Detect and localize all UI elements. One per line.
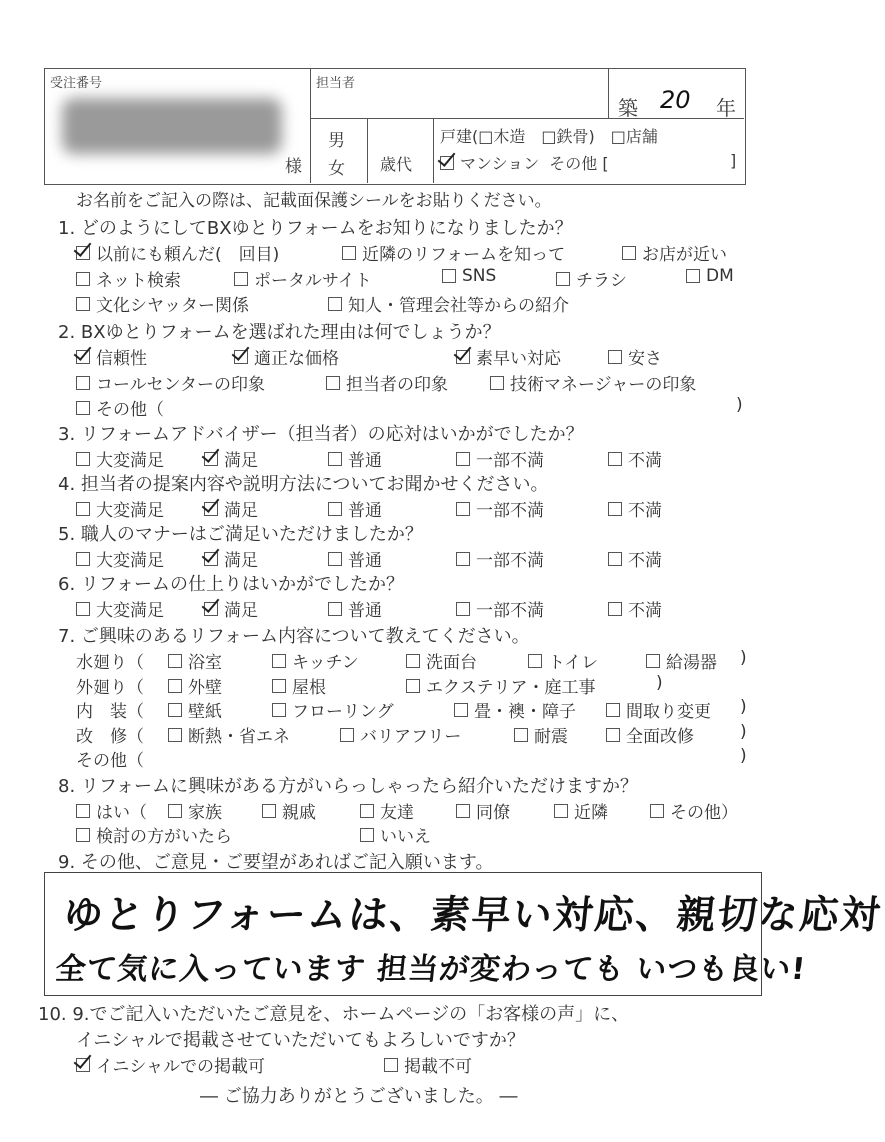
close-paren: ) [740, 697, 747, 717]
q8-row-yes [76, 798, 756, 822]
q5-option[interactable] [204, 546, 258, 571]
option-label: 不満 [628, 501, 662, 521]
option-label: 満足 [224, 601, 258, 621]
q1-row-3 [76, 291, 756, 315]
q2-option[interactable] [76, 344, 147, 369]
option-label: 友達 [380, 803, 414, 823]
checkbox[interactable] [76, 602, 90, 616]
checkbox[interactable] [234, 272, 248, 286]
q1-option[interactable] [76, 266, 181, 291]
q5-option[interactable] [456, 546, 544, 571]
checkbox[interactable] [606, 728, 620, 742]
option-label: 大変満足 [96, 451, 164, 471]
intro-text: お名前をご記入の際は、記載面保護シールをお貼りください。 [76, 191, 552, 211]
checkbox[interactable] [76, 828, 90, 842]
option-label: キッチン [292, 653, 359, 673]
option-label: フローリング [292, 702, 394, 722]
q2-option[interactable] [76, 395, 164, 420]
staff-label: 担当者 [316, 76, 356, 91]
option-label: チラシ [576, 271, 627, 291]
q6-option[interactable] [76, 596, 164, 621]
q6-option[interactable] [608, 596, 662, 621]
q1-option[interactable] [622, 240, 727, 265]
q3-option[interactable] [328, 446, 382, 471]
option-label: お店が近い [642, 245, 727, 265]
q2-option[interactable] [76, 370, 265, 395]
category-label: 水廻り（ [76, 653, 144, 673]
gender-male: 男 [328, 131, 345, 151]
checkbox[interactable] [456, 502, 470, 516]
house-type-line: 戸建(□木造 □鉄骨) □店舗 [440, 127, 658, 146]
option-label: 大変満足 [96, 601, 164, 621]
checkbox[interactable] [328, 502, 342, 516]
q7-option[interactable] [272, 697, 394, 722]
option-label: 外壁 [188, 678, 222, 698]
checkbox[interactable] [76, 804, 90, 818]
option-label: コールセンターの印象 [96, 375, 265, 395]
q5-options [76, 546, 756, 570]
thanks-message: ― ご協力ありがとうございました。 ― [200, 1086, 518, 1107]
q8-option[interactable] [168, 798, 222, 823]
option-label: 信頼性 [96, 349, 147, 369]
checkbox[interactable] [528, 654, 542, 668]
option-label: バリアフリー [360, 727, 462, 747]
checkbox[interactable] [406, 654, 420, 668]
close-paren: ) [740, 722, 747, 742]
q4-option[interactable] [608, 496, 662, 521]
building-age-prefix: 築 [618, 96, 638, 120]
checkbox[interactable] [168, 679, 182, 693]
checkbox[interactable] [342, 246, 356, 260]
checkbox[interactable] [360, 804, 374, 818]
option-label: 一部不満 [476, 601, 544, 621]
q7-row-interior [76, 697, 756, 721]
checkbox[interactable] [272, 654, 286, 668]
option-label: 浴室 [188, 653, 222, 673]
q9-title: 9. その他、ご意見・ご要望があればご記入願います。 [58, 852, 494, 873]
handwritten-comment-line-2: 全て気に入っています 担当が変わっても いつも良い! [53, 952, 808, 987]
option-label: 検討の方がいたら [96, 827, 232, 847]
option-label: 以前にも頼んだ( 回目) [96, 245, 280, 265]
option-label: 普通 [348, 501, 382, 521]
q8-option[interactable] [554, 798, 608, 823]
checkbox[interactable] [76, 272, 90, 286]
option-label: 一部不満 [476, 501, 544, 521]
q2-row-3 [76, 395, 756, 419]
option-label: 不満 [628, 601, 662, 621]
building-age-value: 20 [660, 86, 691, 114]
option-label: 担当者の印象 [346, 375, 448, 395]
q1-option[interactable] [342, 240, 565, 265]
option-label: トイレ [548, 653, 599, 673]
q1-option[interactable] [234, 266, 372, 291]
q7-option[interactable] [406, 648, 477, 673]
q5-option[interactable] [328, 546, 382, 571]
checkbox[interactable] [606, 703, 620, 717]
checkbox[interactable] [456, 602, 470, 616]
checkbox[interactable] [76, 350, 90, 364]
q4-option[interactable] [328, 496, 382, 521]
q6-option[interactable] [204, 596, 258, 621]
checkbox[interactable] [168, 654, 182, 668]
checkbox[interactable] [622, 246, 636, 260]
checkbox[interactable] [686, 269, 700, 283]
option-label: イニシャルでの掲載可 [96, 1057, 265, 1077]
honorific: 様 [285, 157, 302, 177]
option-label: 普通 [348, 601, 382, 621]
option-label: 不満 [628, 551, 662, 571]
option-label: 適正な価格 [254, 349, 339, 369]
option-label: ネット検索 [96, 271, 181, 291]
q8-option[interactable] [650, 798, 738, 823]
q1-row-1 [76, 240, 756, 264]
checkbox[interactable] [456, 804, 470, 818]
option-label: 近隣 [574, 803, 608, 823]
option-label: 一部不満 [476, 551, 544, 571]
checkbox[interactable] [554, 804, 568, 818]
mansion-option[interactable] [440, 151, 609, 174]
q7-row-renovation [76, 722, 756, 746]
checkbox[interactable] [168, 728, 182, 742]
checkbox[interactable] [454, 703, 468, 717]
checkbox[interactable] [234, 350, 248, 364]
q4-option[interactable] [76, 496, 164, 521]
q7-option[interactable] [528, 648, 598, 673]
option-label: 同僚 [476, 803, 510, 823]
option-label: 満足 [224, 501, 258, 521]
q2-option[interactable] [608, 344, 662, 369]
q7-option[interactable] [606, 722, 694, 747]
q7-option[interactable] [606, 697, 711, 722]
option-label: 屋根 [292, 678, 326, 698]
close-paren: ) [736, 395, 743, 415]
checkbox[interactable] [514, 728, 528, 742]
checkbox[interactable] [204, 452, 218, 466]
checkbox[interactable] [76, 246, 90, 260]
checkbox[interactable] [456, 350, 470, 364]
q2-title: 2. BXゆとりフォームを選ばれた理由は何でしょうか？ [58, 322, 501, 343]
close-paren: ) [656, 673, 663, 693]
checkbox[interactable] [360, 828, 374, 842]
q2-row-2 [76, 370, 756, 394]
q7-row-other [76, 746, 756, 770]
checkbox[interactable] [328, 452, 342, 466]
checkbox[interactable] [456, 552, 470, 566]
gender-female: 女 [328, 159, 345, 179]
checkbox[interactable] [340, 728, 354, 742]
option-label: SNS [462, 266, 497, 286]
q5-title: 5. 職人のマナーはご満足いただけましたか？ [58, 524, 423, 545]
q8-title: 8. リフォームに興味がある方がいらっしゃったら紹介いただけますか？ [58, 776, 638, 797]
q1-option[interactable] [556, 266, 627, 291]
q1-option[interactable] [76, 240, 279, 265]
q8-row-2 [76, 822, 756, 846]
category-label: その他（ [76, 751, 144, 771]
checkbox[interactable] [326, 376, 340, 390]
q8-yes-option[interactable] [76, 798, 147, 823]
checkbox[interactable] [272, 679, 286, 693]
q2-option[interactable] [326, 370, 448, 395]
checkbox[interactable] [406, 679, 420, 693]
option-label: いいえ [380, 827, 431, 847]
option-label: エクステリア・庭工事 [426, 678, 596, 698]
q7-option[interactable] [168, 648, 222, 673]
q3-options [76, 446, 756, 470]
mansion-checkbox[interactable] [440, 156, 454, 170]
q4-option[interactable] [204, 496, 258, 521]
building-age-suffix: 年 [716, 96, 736, 120]
option-label: 洗面台 [426, 653, 477, 673]
checkbox[interactable] [204, 502, 218, 516]
option-label: 満足 [224, 551, 258, 571]
q7-option[interactable] [454, 697, 576, 722]
close-paren: ) [740, 746, 747, 766]
option-label: 壁紙 [188, 702, 222, 722]
q7-option[interactable] [646, 648, 717, 673]
option-label: ポータルサイト [254, 271, 372, 291]
redacted-name [62, 98, 282, 154]
q7-option[interactable] [340, 722, 461, 747]
checkbox[interactable] [608, 552, 622, 566]
checkbox[interactable] [608, 452, 622, 466]
checkbox[interactable] [76, 401, 90, 415]
q4-options [76, 496, 756, 520]
q8-consider-option[interactable] [76, 822, 232, 847]
option-label: 間取り変更 [626, 702, 711, 722]
checkbox[interactable] [328, 602, 342, 616]
q2-option[interactable] [456, 344, 561, 369]
q3-option[interactable] [204, 446, 258, 471]
category-label: 改 修（ [76, 727, 144, 747]
option-label: 知人・管理会社等からの紹介 [348, 296, 569, 316]
option-label: 一部不満 [476, 451, 544, 471]
q10-ok-option[interactable] [76, 1052, 265, 1077]
house-other-label: その他 [ [549, 154, 609, 173]
q1-title: 1. どのようにしてBXゆとりフォームをお知りになりましたか？ [58, 218, 573, 239]
q1-option[interactable] [686, 266, 734, 286]
q7-option[interactable] [272, 648, 359, 673]
category-label: 内 装（ [76, 702, 144, 722]
house-other-close: ] [730, 151, 737, 170]
q6-options [76, 596, 756, 620]
checkbox[interactable] [608, 602, 622, 616]
q3-title: 3. リフォームアドバイザー（担当者）の応対はいかがでしたか？ [58, 424, 584, 445]
option-label: DM [706, 266, 734, 286]
close-paren: ) [740, 648, 747, 668]
q6-option[interactable] [328, 596, 382, 621]
checkbox[interactable] [76, 376, 90, 390]
option-label: その他（ [96, 400, 164, 420]
checkbox[interactable] [168, 804, 182, 818]
q3-option[interactable] [608, 446, 662, 471]
option-label: その他） [670, 803, 738, 823]
checkbox[interactable] [442, 269, 456, 283]
q7-title: 7. ご興味のあるリフォーム内容について教えてください。 [58, 626, 530, 647]
option-label: 不満 [628, 451, 662, 471]
q8-option[interactable] [360, 798, 414, 823]
category-label: 外廻り（ [76, 678, 144, 698]
q1-option[interactable] [76, 291, 249, 316]
q7-option[interactable] [406, 673, 596, 698]
handwritten-comment-line-1: ゆとりフォームは、素早い対応、親切な応対 [61, 893, 885, 938]
q10-title-line-1: 10. 9.でご記入いただいたご意見を、ホームページの「お客様の声」に、 [38, 1004, 630, 1025]
checkbox[interactable] [556, 272, 570, 286]
q7-option[interactable] [168, 673, 222, 698]
option-label: 文化シヤッター関係 [96, 296, 249, 316]
q7-option[interactable] [168, 722, 290, 747]
q5-option[interactable] [608, 546, 662, 571]
checkbox[interactable] [456, 452, 470, 466]
checkbox[interactable] [262, 804, 276, 818]
mansion-label: マンション [460, 154, 540, 173]
age-group-label: 歳代 [380, 155, 413, 174]
checkbox[interactable] [328, 297, 342, 311]
checkbox[interactable] [204, 602, 218, 616]
q6-title: 6. リフォームの仕上りはいかがでしたか？ [58, 574, 404, 595]
order-number-label: 受注番号 [50, 76, 103, 91]
q3-option[interactable] [76, 446, 164, 471]
q4-option[interactable] [456, 496, 544, 521]
checkbox[interactable] [608, 502, 622, 516]
option-label: 親戚 [282, 803, 316, 823]
checkbox[interactable] [76, 502, 90, 516]
option-label: 大変満足 [96, 551, 164, 571]
option-label: 普通 [348, 451, 382, 471]
q1-option[interactable] [328, 291, 569, 316]
option-label: 素早い対応 [476, 349, 561, 369]
checkbox[interactable] [76, 1058, 90, 1072]
q4-title: 4. 担当者の提案内容や説明方法についてお聞かせください。 [58, 474, 549, 495]
q8-option[interactable] [456, 798, 510, 823]
q6-option[interactable] [456, 596, 544, 621]
option-label: 技術マネージャーの印象 [510, 375, 697, 395]
checkbox[interactable] [76, 552, 90, 566]
q7-row-exterior [76, 673, 756, 697]
checkbox[interactable] [490, 376, 504, 390]
checkbox[interactable] [168, 703, 182, 717]
checkbox[interactable] [608, 350, 622, 364]
option-label: 大変満足 [96, 501, 164, 521]
q10-options [76, 1052, 756, 1076]
q10-title-line-2: イニシャルで掲載させていただいてもよろしいですか？ [76, 1030, 525, 1051]
option-label: 掲載不可 [404, 1057, 472, 1077]
q3-option[interactable] [456, 446, 544, 471]
checkbox[interactable] [204, 552, 218, 566]
q2-option[interactable] [490, 370, 696, 395]
q1-option[interactable] [442, 266, 496, 286]
checkbox[interactable] [76, 297, 90, 311]
option-label: 普通 [348, 551, 382, 571]
option-label: 耐震 [534, 727, 568, 747]
option-label: 畳・襖・障子 [474, 702, 576, 722]
q2-row-1 [76, 344, 756, 368]
option-label: 満足 [224, 451, 258, 471]
q8-option[interactable] [262, 798, 316, 823]
option-label: 近隣のリフォームを知って [362, 245, 566, 265]
q7-option[interactable] [168, 697, 222, 722]
checkbox[interactable] [650, 804, 664, 818]
checkbox[interactable] [76, 452, 90, 466]
option-label: 安さ [628, 349, 662, 369]
checkbox[interactable] [384, 1058, 398, 1072]
option-label: 給湯器 [666, 653, 717, 673]
q5-option[interactable] [76, 546, 164, 571]
option-label: 断熱・省エネ [188, 727, 290, 747]
checkbox[interactable] [646, 654, 660, 668]
q10-ng-option[interactable] [384, 1052, 472, 1077]
option-label: はい（ [96, 803, 147, 823]
q1-row-2 [76, 266, 756, 290]
q7-option[interactable] [514, 722, 568, 747]
q7-option[interactable] [272, 673, 326, 698]
q2-option[interactable] [234, 344, 339, 369]
option-label: 全面改修 [626, 727, 694, 747]
checkbox[interactable] [272, 703, 286, 717]
q8-no-option[interactable] [360, 822, 431, 847]
q7-row-water [76, 648, 756, 672]
checkbox[interactable] [328, 552, 342, 566]
option-label: 家族 [188, 803, 222, 823]
